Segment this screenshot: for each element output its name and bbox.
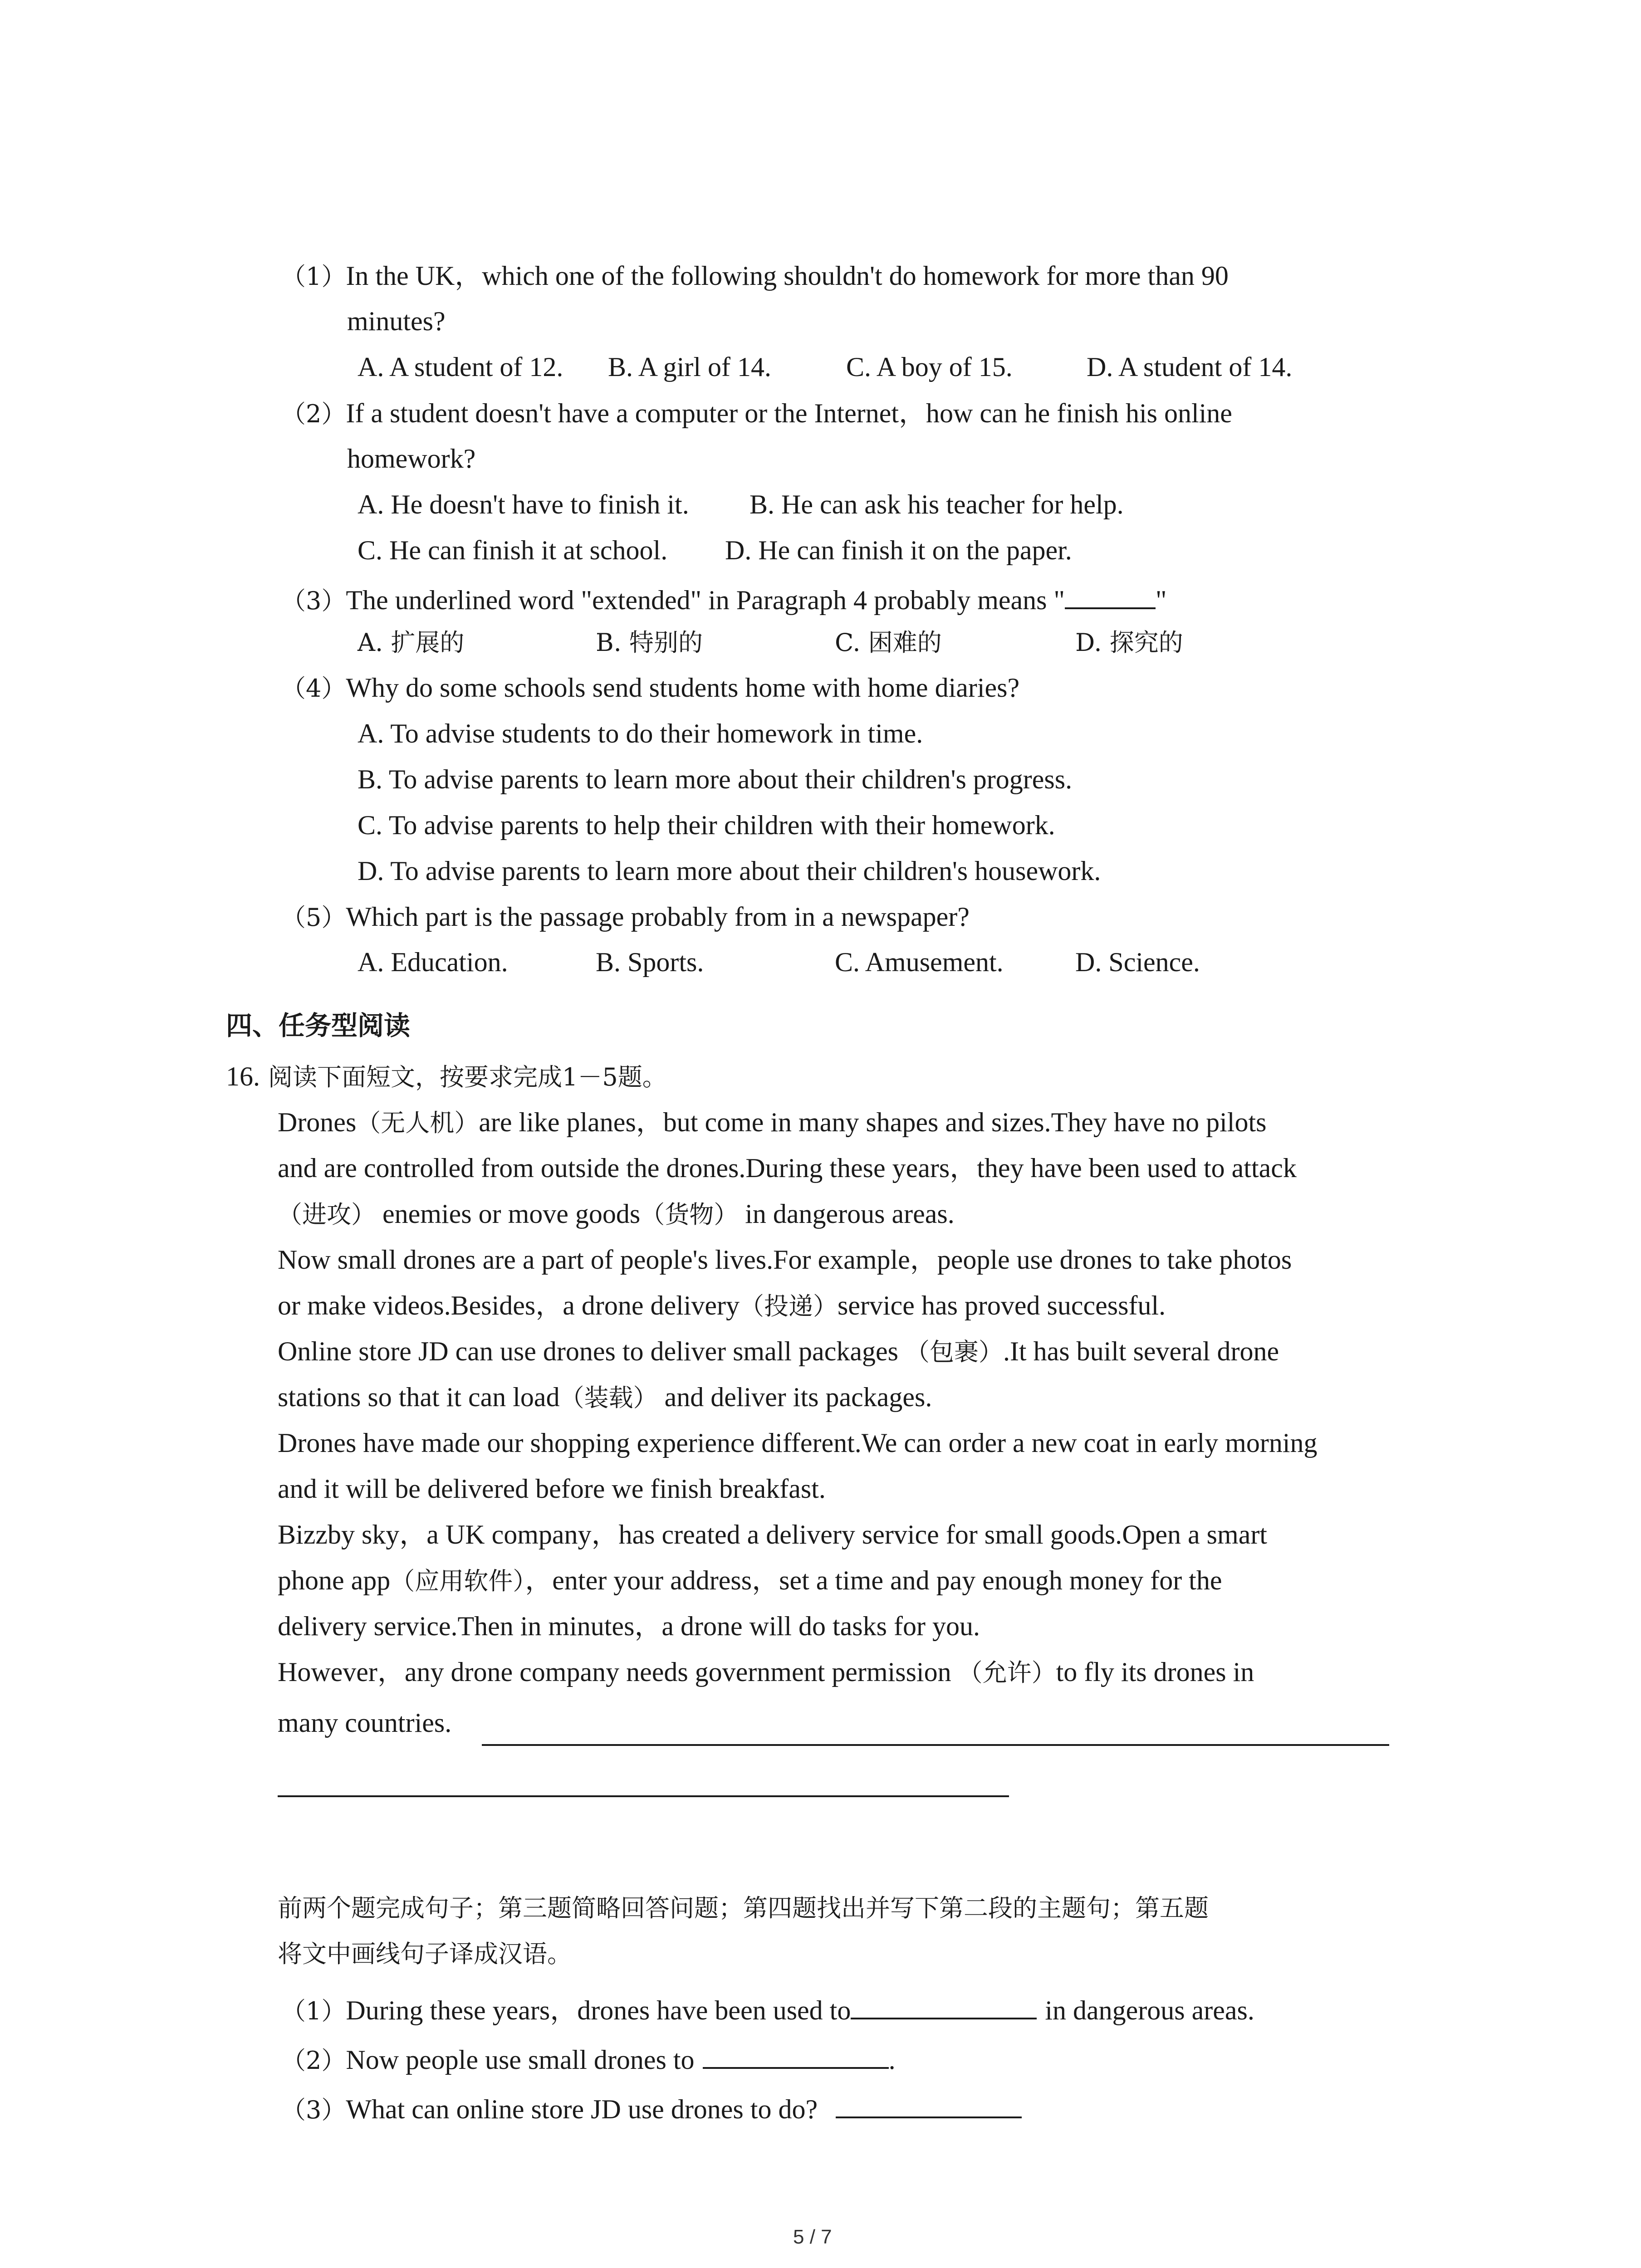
gloss: （货物） [640, 1200, 739, 1229]
option-c-text: C. 困难的 [835, 628, 942, 657]
option-d: D. To advise parents to learn more about their children's housework. [358, 856, 1101, 886]
gloss: （允许） [958, 1658, 1056, 1687]
answer-blank [703, 2043, 889, 2069]
question-text: If a student doesn't have a computer or the Internet，how can he finish his online [346, 398, 1232, 428]
passage-line [278, 1658, 1254, 1686]
passage-line [278, 1292, 1166, 1319]
passage-text: However，any drone company needs government permission [278, 1657, 951, 1687]
task-3 [281, 2092, 1022, 2123]
option-a [358, 628, 464, 655]
option-c [835, 628, 942, 655]
passage-text: ，enter your address，set a time and pay enough money for the [525, 1565, 1222, 1595]
task-instruction: 前两个题完成句子；第三题简略回答问题；第四题找出并写下第二段的主题句；第五题 [278, 1894, 1209, 1922]
passage-text: stations so that it can load [278, 1382, 560, 1412]
question-16 [226, 1063, 667, 1090]
question-4 [281, 674, 1019, 701]
option-c: C. Amusement. [835, 947, 1004, 977]
passage-text: to fly its drones in [1056, 1657, 1254, 1687]
passage-line [278, 1567, 1222, 1594]
question-number: （2） [281, 400, 346, 428]
passage-line [278, 1109, 1267, 1136]
task-number: （1） [281, 1997, 346, 2025]
option-b [596, 628, 703, 655]
option-a: A. A student of 12. [358, 352, 563, 382]
question-number: （1） [281, 262, 346, 291]
option-b-text: B. 特别的 [596, 628, 703, 657]
gloss: （应用软件） [390, 1567, 525, 1595]
question-text-end: " [1156, 585, 1167, 615]
task-1 [281, 1993, 1254, 2024]
passage-line: and are controlled from outside the drones.During these years，they have been used to attack [278, 1153, 1297, 1183]
question-text: Which part is the passage probably from in a newspaper? [346, 902, 970, 932]
passage-text: Drones [278, 1107, 357, 1137]
answer-blank [1065, 583, 1156, 609]
passage-line: delivery service.Then in minutes，a drone will do tasks for you. [278, 1611, 980, 1641]
passage-text: Online store JD can use drones to deliver small packages [278, 1336, 898, 1366]
task-number: （2） [281, 2046, 346, 2075]
task-instruction: 将文中画线句子译成汉语。 [278, 1940, 572, 1968]
passage-text: or make videos.Besides，a drone delivery [278, 1290, 740, 1320]
option-a: A. He doesn't have to finish it. [358, 489, 689, 519]
gloss: （投递） [740, 1292, 838, 1320]
passage-line: and it will be delivered before we finish breakfast. [278, 1474, 826, 1504]
gloss: （进攻） [278, 1200, 376, 1229]
section-heading: 四、任务型阅读 [226, 1010, 411, 1041]
passage-text: enemies or move goods [382, 1199, 641, 1229]
option-d [1075, 628, 1183, 655]
option-a-text: A. 扩展的 [358, 628, 465, 657]
passage-text: in dangerous areas. [745, 1199, 955, 1229]
passage-line: many countries. [278, 1708, 452, 1738]
question-5 [281, 903, 970, 930]
question-3 [281, 583, 1167, 614]
passage-line [278, 1383, 932, 1411]
question-instruction: 阅读下面短文，按要求完成1－5题。 [268, 1063, 667, 1091]
option-b: B. He can ask his teacher for help. [749, 489, 1124, 519]
option-a: A. Education. [358, 947, 508, 977]
question-number: （3） [281, 587, 346, 615]
task-2 [281, 2043, 896, 2073]
option-d: D. Science. [1075, 947, 1200, 977]
question-text: The underlined word "extended" in Paragraph 4 probably means " [346, 585, 1065, 615]
question-2 [281, 400, 1232, 427]
passage-text: service has proved successful. [838, 1290, 1166, 1320]
answer-line [278, 1795, 1009, 1797]
question-text-cont: minutes? [347, 306, 446, 336]
task-text: Now people use small drones to [346, 2045, 695, 2075]
option-d-text: D. 探究的 [1075, 628, 1183, 657]
passage-text: phone app [278, 1565, 391, 1595]
task-text: What can online store JD use drones to do? [346, 2094, 818, 2124]
answer-blank [851, 1993, 1037, 2019]
option-d: D. He can finish it on the paper. [725, 535, 1072, 565]
option-a: A. To advise students to do their homework in time. [358, 719, 923, 748]
task-text-end: in dangerous areas. [1045, 1995, 1254, 2025]
task-text: During these years，drones have been used to [346, 1995, 851, 2025]
passage-line: Drones have made our shopping experience different.We can order a new coat in early morning [278, 1428, 1318, 1458]
question-number: （5） [281, 903, 346, 932]
passage-text: are like planes，but come in many shapes and sizes.They have no pilots [479, 1107, 1267, 1137]
answer-line [482, 1744, 1389, 1746]
question-number: 16. [226, 1061, 260, 1091]
gloss: （无人机） [356, 1109, 479, 1137]
task-number: （3） [281, 2096, 346, 2124]
gloss: （包裹） [905, 1338, 1003, 1366]
passage-line: Bizzby sky，a UK company，has created a delivery service for small goods.Open a smart [278, 1520, 1267, 1549]
option-d: D. A student of 14. [1087, 352, 1293, 382]
passage-line: Now small drones are a part of people's lives.For example，people use drones to take photos [278, 1245, 1292, 1275]
passage-text: and deliver its packages. [664, 1382, 932, 1412]
question-text-cont: homework? [347, 444, 476, 474]
option-b: B. To advise parents to learn more about their children's progress. [358, 764, 1073, 794]
question-1 [281, 262, 1229, 289]
option-b: B. Sports. [596, 947, 704, 977]
option-c: C. A boy of 15. [846, 352, 1013, 382]
option-c: C. He can finish it at school. [358, 535, 668, 565]
question-number: （4） [281, 674, 346, 703]
question-text: Why do some schools send students home with home diaries? [346, 673, 1020, 703]
option-b: B. A girl of 14. [608, 352, 772, 382]
question-text: In the UK，which one of the following shouldn't do homework for more than 90 [346, 261, 1229, 291]
passage-line [278, 1200, 955, 1227]
gloss: （装载） [559, 1383, 658, 1412]
task-text-end: . [888, 2045, 896, 2075]
page-number: 5 / 7 [793, 2226, 832, 2248]
answer-blank [836, 2092, 1022, 2118]
option-c: C. To advise parents to help their children with their homework. [358, 810, 1055, 840]
passage-text: .It has built several drone [1003, 1336, 1279, 1366]
passage-line [278, 1338, 1279, 1365]
